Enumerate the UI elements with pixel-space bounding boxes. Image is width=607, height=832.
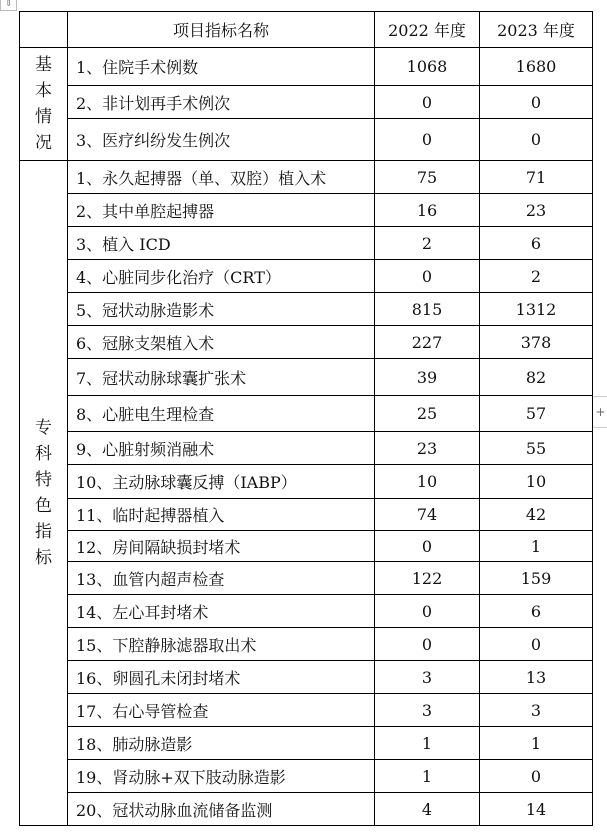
indicator-name: 1、永久起搏器（单、双腔）植入术 [68,161,375,194]
value-2022: 815 [375,293,480,326]
table-row [20,359,593,396]
value-2023: 6 [480,595,593,628]
value-2022: 227 [375,326,480,359]
value-2022: 122 [375,562,480,595]
value-2022: 0 [375,531,480,562]
value-2022: 0 [375,119,480,161]
value-2023: 42 [480,499,593,531]
indicator-name: 5、冠状动脉造影术 [68,293,375,326]
group-label-char: 况 [35,133,52,153]
group-label [20,48,68,161]
group-label-char: 指 [35,522,52,542]
value-2022: 16 [375,194,480,227]
table-row [20,760,593,793]
table-row [20,694,593,727]
table-row [20,595,593,628]
group-label-char: 特 [35,470,52,490]
table-row [20,227,593,260]
table-row [20,86,593,119]
value-2023: 14 [480,793,593,826]
indicator-name: 15、下腔静脉滤器取出术 [68,628,375,661]
header-2022: 2022 年度 [375,12,480,48]
indicator-name: 2、非计划再手术例次 [68,86,375,119]
value-2023: 378 [480,326,593,359]
indicator-name: 6、冠脉支架植入术 [68,326,375,359]
value-2022: 4 [375,793,480,826]
indicator-name: 16、卵圆孔未闭封堵术 [68,661,375,694]
value-2023: 0 [480,119,593,161]
value-2023: 23 [480,194,593,227]
value-2023: 1312 [480,293,593,326]
value-2023: 1680 [480,48,593,86]
table-row [20,293,593,326]
group-label-char: 情 [35,107,52,127]
indicator-name: 18、肺动脉造影 [68,727,375,760]
value-2022: 0 [375,86,480,119]
table-row [20,562,593,595]
value-2023: 0 [480,628,593,661]
table-row [20,432,593,465]
header-name: 项目指标名称 [68,12,375,48]
table-header-row [20,12,593,48]
value-2023: 57 [480,396,593,432]
table-row [20,119,593,161]
add-column-button[interactable]: + [592,396,607,428]
indicator-name: 20、冠状动脉血流储备监测 [68,793,375,826]
value-2023: 2 [480,260,593,293]
table-row [20,499,593,531]
table-row [20,531,593,562]
value-2022: 1 [375,760,480,793]
table-row [20,194,593,227]
table-row [20,465,593,499]
value-2023: 6 [480,227,593,260]
table-row [20,326,593,359]
table-row [20,727,593,760]
indicator-table [19,11,593,826]
value-2023: 10 [480,465,593,499]
value-2023: 55 [480,432,593,465]
table-row [20,661,593,694]
value-2022: 39 [375,359,480,396]
indicator-name: 7、冠状动脉球囊扩张术 [68,359,375,396]
value-2022: 3 [375,694,480,727]
indicator-name: 14、左心耳封堵术 [68,595,375,628]
indicator-name: 4、心脏同步化治疗（CRT） [68,260,375,293]
value-2023: 1 [480,727,593,760]
value-2023: 0 [480,86,593,119]
indicator-name: 19、肾动脉+双下肢动脉造影 [68,760,375,793]
value-2022: 25 [375,396,480,432]
table-row [20,260,593,293]
group-label-char: 科 [35,444,52,464]
value-2022: 75 [375,161,480,194]
value-2022: 3 [375,661,480,694]
table-row [20,161,593,194]
table-row [20,396,593,432]
header-empty-cell [20,12,68,48]
value-2022: 0 [375,628,480,661]
table-move-handle-icon[interactable]: ⇕ [0,0,17,11]
header-2023: 2023 年度 [480,12,593,48]
indicator-name: 1、住院手术例数 [68,48,375,86]
value-2023: 13 [480,661,593,694]
value-2023: 3 [480,694,593,727]
value-2022: 74 [375,499,480,531]
indicator-name: 17、右心导管检查 [68,694,375,727]
indicator-name: 8、心脏电生理检查 [68,396,375,432]
indicator-name: 3、医疗纠纷发生例次 [68,119,375,161]
indicator-name: 12、房间隔缺损封堵术 [68,531,375,562]
indicator-name: 2、其中单腔起搏器 [68,194,375,227]
table-row [20,628,593,661]
group-label-char: 色 [35,496,52,516]
value-2023: 82 [480,359,593,396]
value-2022: 23 [375,432,480,465]
value-2023: 71 [480,161,593,194]
value-2022: 2 [375,227,480,260]
indicator-name: 10、主动脉球囊反搏（IABP） [68,465,375,499]
group-label-char: 基 [35,55,52,75]
group-label [20,161,68,826]
value-2023: 159 [480,562,593,595]
value-2023: 0 [480,760,593,793]
group-label-char: 专 [35,418,52,438]
table-row [20,793,593,826]
value-2022: 1068 [375,48,480,86]
table-row [20,48,593,86]
group-label-char: 本 [35,81,52,101]
value-2023: 1 [480,531,593,562]
value-2022: 1 [375,727,480,760]
indicator-name: 9、心脏射频消融术 [68,432,375,465]
indicator-name: 11、临时起搏器植入 [68,499,375,531]
group-label-char: 标 [35,548,52,568]
indicator-name: 3、植入 ICD [68,227,375,260]
value-2022: 0 [375,595,480,628]
indicator-name: 13、血管内超声检查 [68,562,375,595]
value-2022: 10 [375,465,480,499]
value-2022: 0 [375,260,480,293]
